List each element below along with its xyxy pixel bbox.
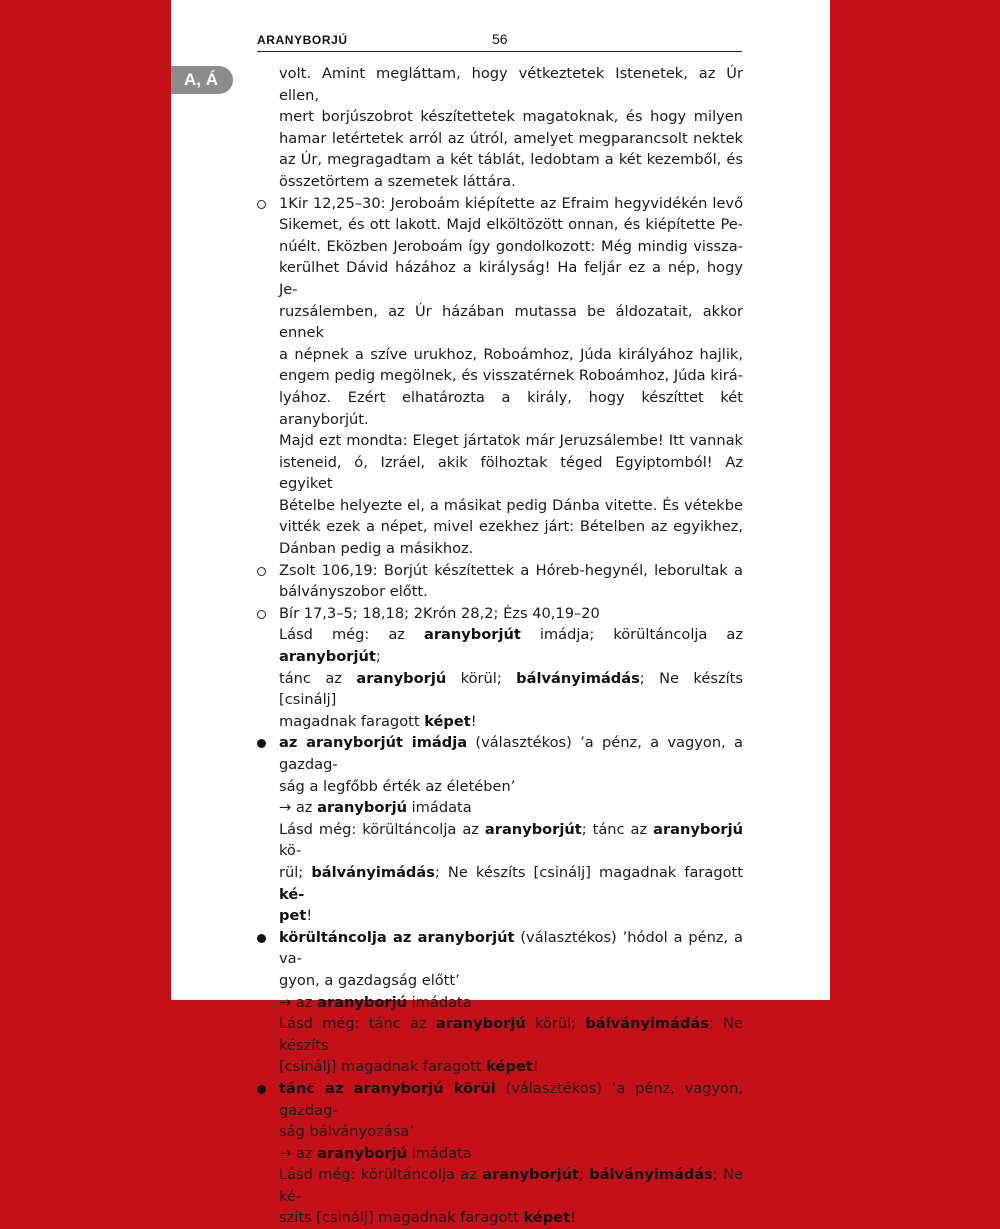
text-line: gyon, a gazdagság előtt’ xyxy=(279,971,460,989)
idiom-headword-line: az aranyborjút imádja (választékos) ’a pénz, a vagyon, a gazdag- xyxy=(257,732,743,775)
text-line: Sikemet, és ott lakott. Majd elköltözött onnan, és kiépítette Pe- xyxy=(279,216,743,234)
text-line: ság bálványozása’ xyxy=(279,1123,414,1141)
see-also-line: [csinálj] magadnak faragott képet! xyxy=(279,1058,539,1076)
cross-reference-line: → az aranyborjú imádata xyxy=(279,1144,472,1162)
open-circle-bullet-icon xyxy=(257,567,266,576)
text-line: engem pedig megölnek, és visszatérnek Roboámhoz, Júda kirá- xyxy=(279,367,743,385)
citation-line: 1Kir 12,25–30: Jeroboám kiépítette az Efraim hegyvidékén levő xyxy=(257,193,743,215)
text-line: ság a legfőbb érték az életében’ xyxy=(279,777,516,795)
cross-reference-line: → az aranyborjú imádata xyxy=(279,993,472,1011)
text-line: Bételbe helyezte el, a másikat pedig Dánba vitette. És vétekbe xyxy=(279,496,743,514)
see-also-line: tánc az aranyborjú körül; bálványimádás; Ne készíts [csinálj] xyxy=(279,669,743,709)
text-line: ruzsálemben, az Úr házában mutassa be áldozatait, akkor ennek xyxy=(279,302,743,342)
see-also-line: Lásd még: körültáncolja az aranyborjút; bálványimádás; Ne ké- xyxy=(279,1166,743,1205)
text-line: lyához. Ezért elhatározta a király, hogy készíttet két aranyborjút. xyxy=(279,388,743,428)
see-also-line: Lásd még: körültáncolja az aranyborjút; tánc az aranyborjú kö- xyxy=(279,820,743,860)
see-also-line: Lásd még: az aranyborjút imádja; körültáncolja az aranyborjút; xyxy=(279,626,743,666)
text-line: összetörtem a szemetek láttára. xyxy=(279,172,516,190)
filled-circle-bullet-icon xyxy=(257,934,266,943)
text-line: Dánban pedig a másikhoz. xyxy=(279,540,474,558)
see-also-line: rül; bálványimádás; Ne készíts [csinálj] magadnak faragott ké- xyxy=(279,863,743,903)
text-line: kerülhet Dávid házához a királyság! Ha feljár ez a nép, hogy Je- xyxy=(279,259,743,298)
see-also-line: pet! xyxy=(279,907,313,925)
text-line: isteneid, ó, Izráel, akik fölhoztak téged Egyiptomból! Az egyiket xyxy=(279,453,743,493)
text-line: volt. Amint megláttam, hogy vétkeztetek Istenetek, az Úr ellen, xyxy=(279,65,743,104)
text-line: vitték ezek a népet, mivel ezekhez járt: Bételben az egyikhez, xyxy=(279,518,743,536)
open-circle-bullet-icon xyxy=(257,610,266,619)
text-line: hamar letértetek arról az útról, amelyet megparancsolt nektek xyxy=(279,129,743,147)
text-line: mert borjúszobrot készítettetek magatoknak, és hogy milyen xyxy=(279,108,743,126)
see-also-line: magadnak faragott képet! xyxy=(279,712,477,730)
text-line: Majd ezt mondta: Eleget jártatok már Jeruzsálembe! Itt vannak xyxy=(279,432,743,450)
letter-tab: A, Á xyxy=(171,66,233,94)
running-head xyxy=(257,31,742,52)
cross-reference-line: → az aranyborjú imádata xyxy=(279,799,472,817)
text-line: az Úr, megragadtam a két táblát, ledobtam a két kezemből, és xyxy=(279,151,743,169)
see-also-line: szíts [csinálj] magadnak faragott képet! xyxy=(279,1209,576,1227)
citation-line: Bír 17,3–5; 18,18; 2Krón 28,2; Ézs 40,19–20 xyxy=(257,603,743,625)
idiom-headword-line: körültáncolja az aranyborjút (választékos) ’hódol a pénz, a va- xyxy=(257,927,743,970)
text-line: bálványszobor előtt. xyxy=(279,583,428,601)
idiom-headword-line: tánc az aranyborjú körül (választékos) ’a pénz, vagyon, gazdag- xyxy=(257,1078,743,1121)
filled-circle-bullet-icon xyxy=(257,739,266,748)
open-circle-bullet-icon xyxy=(257,200,266,209)
text-line: a népnek a szíve urukhoz, Roboámhoz, Júda királyához hajlik, xyxy=(279,345,743,363)
citation-line: Zsolt 106,19: Borjút készítettek a Hóreb-hegynél, leborultak a xyxy=(257,560,743,582)
filled-circle-bullet-icon xyxy=(257,1085,266,1094)
dictionary-entry-text xyxy=(257,63,743,1229)
see-also-line: Lásd még: tánc az aranyborjú körül; bálványimádás; Ne készíts xyxy=(279,1015,744,1054)
text-line: núélt. Eközben Jeroboám így gondolkozott: Még mindig vissza- xyxy=(279,237,743,255)
page-number: 56 xyxy=(492,31,508,47)
head-word: ARANYBORJÚ xyxy=(257,33,348,47)
